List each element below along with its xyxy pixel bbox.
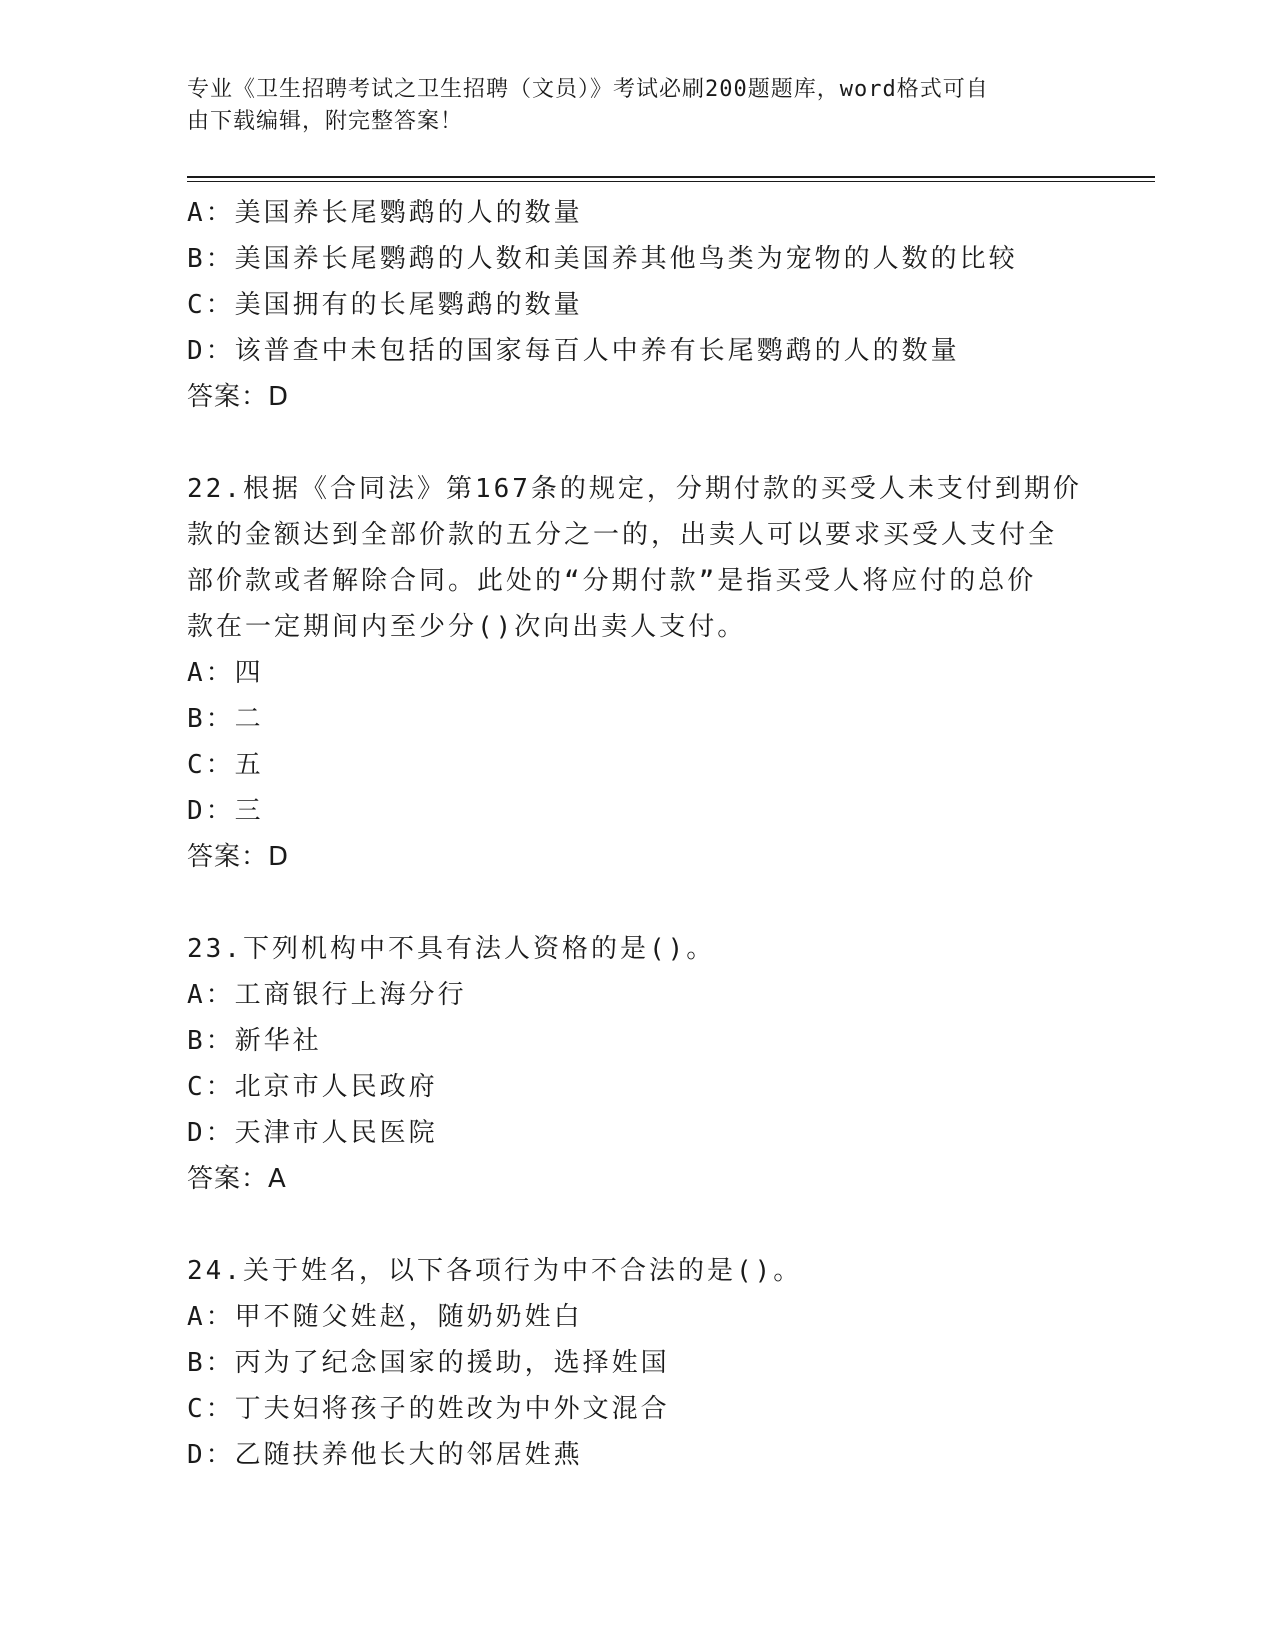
question-text-line: 22.根据《合同法》第167条的规定，分期付款的买受人未支付到期价 xyxy=(187,474,1082,504)
header-line-2: 由下载编辑，附完整答案！ xyxy=(187,109,464,134)
document-header xyxy=(187,74,1087,138)
option-c: C：丁夫妇将孩子的姓改为中外文混合 xyxy=(187,1394,670,1424)
spacer xyxy=(187,880,1087,926)
header-line-1: 专业《卫生招聘考试之卫生招聘（文员）》考试必刷200题题库，word格式可自 xyxy=(187,77,989,102)
answer-line: 答案：D xyxy=(187,842,290,872)
question-24 xyxy=(187,1248,1087,1478)
question-21 xyxy=(187,190,1087,420)
question-text-line: 24.关于姓名，以下各项行为中不合法的是()。 xyxy=(187,1256,803,1286)
option-c: C：北京市人民政府 xyxy=(187,1072,438,1102)
question-text-line: 款的金额达到全部价款的五分之一的，出卖人可以要求买受人支付全 xyxy=(187,520,1058,550)
header-divider-thin xyxy=(187,181,1155,182)
option-a: A：甲不随父姓赵，随奶奶姓白 xyxy=(187,1302,583,1332)
spacer xyxy=(187,420,1087,466)
option-d: D：该普查中未包括的国家每百人中养有长尾鹦鹉的人的数量 xyxy=(187,336,960,366)
option-b: B：新华社 xyxy=(187,1026,322,1056)
option-a: A：四 xyxy=(187,658,264,688)
option-b: B：美国养长尾鹦鹉的人数和美国养其他鸟类为宠物的人数的比较 xyxy=(187,244,1018,274)
option-c: C：美国拥有的长尾鹦鹉的数量 xyxy=(187,290,583,320)
option-d: D：乙随扶养他长大的邻居姓燕 xyxy=(187,1440,583,1470)
option-d: D：天津市人民医院 xyxy=(187,1118,438,1148)
document-page xyxy=(187,0,1157,1650)
option-c: C：五 xyxy=(187,750,264,780)
option-d: D：三 xyxy=(187,796,264,826)
option-b: B：二 xyxy=(187,704,264,734)
question-list xyxy=(187,190,1087,1478)
question-22 xyxy=(187,466,1087,880)
option-b: B：丙为了纪念国家的援助，选择姓国 xyxy=(187,1348,670,1378)
answer-line: 答案：A xyxy=(187,1164,287,1194)
spacer xyxy=(187,1202,1087,1248)
answer-line: 答案：D xyxy=(187,382,290,412)
question-text-line: 部价款或者解除合同。此处的“分期付款”是指买受人将应付的总价 xyxy=(187,566,1037,596)
question-text-line: 23.下列机构中不具有法人资格的是()。 xyxy=(187,934,716,964)
header-divider-thick xyxy=(187,176,1155,178)
option-a: A：美国养长尾鹦鹉的人的数量 xyxy=(187,198,583,228)
question-text-line: 款在一定期间内至少分()次向出卖人支付。 xyxy=(187,612,747,642)
question-23 xyxy=(187,926,1087,1202)
option-a: A：工商银行上海分行 xyxy=(187,980,467,1010)
